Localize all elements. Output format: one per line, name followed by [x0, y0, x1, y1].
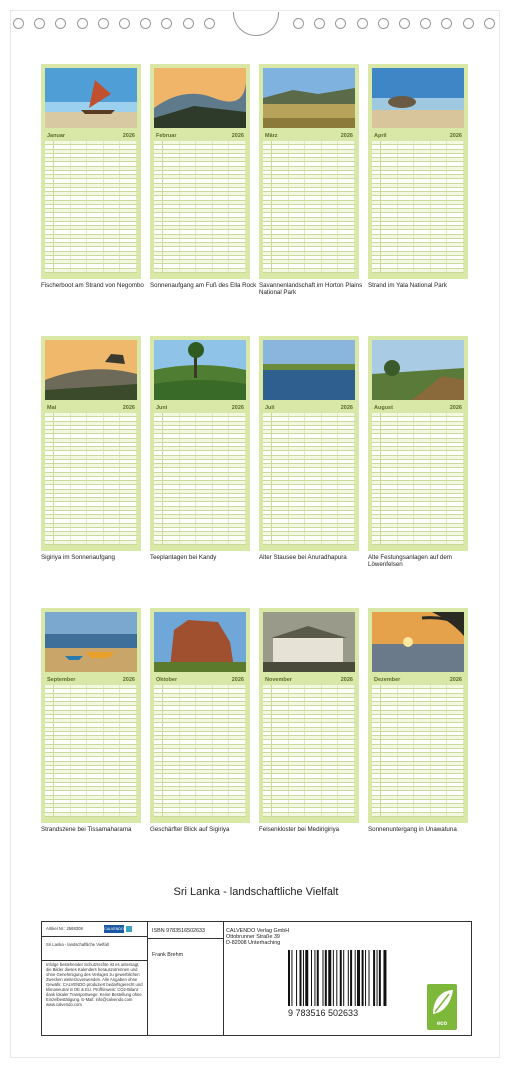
month-block: [368, 336, 468, 568]
month-photo: [45, 340, 137, 400]
month-year: 2026: [340, 132, 353, 139]
month-year: 2026: [231, 132, 244, 139]
calendar-title: Sri Lanka - landschaftliche Vielfalt: [173, 886, 339, 898]
barcode-bar: [383, 950, 386, 1006]
barcode-bar: [357, 950, 360, 1006]
photo-image: [263, 612, 355, 672]
photo-image: [372, 612, 464, 672]
photo-image: [154, 612, 246, 672]
hanging-hole: [420, 18, 431, 29]
barcode-bar: [328, 950, 331, 1006]
barcode-bar: [343, 950, 344, 1006]
hanging-hole: [77, 18, 88, 29]
planner-grid: [154, 685, 246, 817]
month-name: Februar: [156, 132, 177, 139]
info-column-left: [42, 922, 148, 1035]
month-caption: Savannenlandschaft im Horton Plains National Park: [259, 282, 363, 296]
month-block: [150, 64, 257, 289]
month-caption: Fischerboot am Strand von Negombo: [41, 282, 144, 289]
publisher-name: CALVENDO Verlag GmbH: [226, 928, 290, 934]
month-header: [372, 675, 464, 684]
planner-grid: [154, 141, 246, 273]
hanging-hole: [204, 18, 215, 29]
barcode-bar: [325, 950, 327, 1006]
month-photo: [154, 340, 246, 400]
barcode-bar: [333, 950, 334, 1006]
month-name: Januar: [47, 132, 66, 139]
month-caption: Alter Stausee bei Anuradhapura: [259, 554, 347, 561]
month-block: [259, 608, 359, 833]
hanging-hole: [34, 18, 45, 29]
info-column-middle: [148, 922, 224, 1035]
month-name: Mai: [47, 404, 57, 411]
barcode-bar: [314, 950, 315, 1006]
barcode-bar: [362, 950, 364, 1006]
barcode-bar: [377, 950, 378, 1006]
barcode-bar: [365, 950, 366, 1006]
month-header: [154, 403, 246, 412]
barcode-digits: 9 783516 502633: [288, 1008, 359, 1018]
month-card: [259, 64, 359, 279]
month-card: [41, 64, 141, 279]
month-header: [45, 403, 137, 412]
photo-image: [45, 612, 137, 672]
hanging-hole: [441, 18, 452, 29]
month-caption: Teeplantagen bei Kandy: [150, 554, 217, 561]
barcode-bar: [369, 950, 370, 1006]
planner-grid: [372, 413, 464, 545]
month-year: 2026: [449, 676, 462, 683]
month-name: Juli: [265, 404, 275, 411]
photo-image: [372, 68, 464, 128]
month-caption: Felsenkloster bei Medirigiriya: [259, 826, 340, 833]
month-caption: Sigiriya im Sonnenaufgang: [41, 554, 115, 561]
planner-row: [45, 269, 137, 273]
month-card: [150, 336, 250, 551]
month-photo: [263, 340, 355, 400]
hanging-hole: [378, 18, 389, 29]
barcode-bar: [296, 950, 297, 1006]
month-header: [372, 131, 464, 140]
month-card: [368, 336, 468, 551]
month-name: April: [374, 132, 387, 139]
photo-image: [372, 340, 464, 400]
planner-grid: [372, 685, 464, 817]
hanging-hole: [314, 18, 325, 29]
month-block: [368, 608, 468, 833]
month-photo: [263, 68, 355, 128]
month-year: 2026: [231, 676, 244, 683]
month-card: [368, 608, 468, 823]
photo-image: [45, 68, 137, 128]
planner-grid: [45, 141, 137, 273]
hanging-hole: [484, 18, 495, 29]
month-header: [45, 675, 137, 684]
planner-grid: [45, 685, 137, 817]
month-caption: Sonnenaufgang am Fuß des Ella Rock: [150, 282, 257, 289]
month-caption: Alte Festungsanlagen auf dem Löwenfelsen: [368, 554, 452, 568]
planner-grid: [372, 141, 464, 273]
month-header: [154, 131, 246, 140]
hanging-hole: [55, 18, 66, 29]
month-photo: [45, 68, 137, 128]
planner-grid: [263, 141, 355, 273]
month-year: 2026: [340, 676, 353, 683]
month-card: [41, 336, 141, 551]
planner-row: [372, 269, 464, 273]
barcode-bar: [340, 950, 342, 1006]
hanging-hole: [140, 18, 151, 29]
month-name: Oktober: [156, 676, 178, 683]
photo-image: [45, 340, 137, 400]
planner-row: [263, 269, 355, 273]
month-caption: Strand im Yala National Park: [368, 282, 447, 289]
planner-row: [372, 813, 464, 817]
month-year: 2026: [122, 676, 135, 683]
planner-row: [45, 813, 137, 817]
month-block: [259, 64, 363, 296]
month-block: [41, 336, 141, 561]
product-title: Sri Lanka - landschaftliche Vielfalt: [46, 942, 109, 947]
month-header: [263, 675, 355, 684]
month-header: [45, 131, 137, 140]
author: Frank Brehm: [152, 952, 184, 958]
hanging-hole: [463, 18, 474, 29]
month-caption: Strandszene bei Tissamaharama: [41, 826, 132, 833]
month-header: [263, 131, 355, 140]
month-photo: [263, 612, 355, 672]
month-block: [150, 336, 250, 561]
barcode-bar: [303, 950, 304, 1006]
eco-label: eco: [436, 1021, 448, 1027]
barcode-bar: [379, 950, 381, 1006]
barcode-bar: [288, 950, 290, 1006]
legal-text: Infolge bestehender Schutzrechte ist es untersagt, die Bilder dieses Kalenders herauszutrennen und ohne Genehmigung des Verlages zu gewerblichen Zwecken weiterzuverwenden. Alle Angaben ohne Gewähr. CALVENDO produziert bedarfsgerecht und klimaneutral in DE & EU. Prüfhinweis: CO2-Bilanz dank lokaler Transportwege. Keine Bestellung ohne Einzelbestätigung. E-Mail: info@calvendo.com www.calvendo.com: [46, 962, 143, 1007]
barcode-bar: [348, 950, 349, 1006]
barcode: [284, 948, 418, 1018]
photo-image: [154, 68, 246, 128]
hanging-hole: [161, 18, 172, 29]
month-caption: Sonnenuntergang in Unawatuna: [368, 826, 457, 833]
hanging-hole: [119, 18, 130, 29]
publisher-street: Ottobrunner Straße 39: [226, 934, 280, 940]
planner-row: [372, 541, 464, 545]
month-block: [150, 608, 250, 833]
month-name: Juni: [156, 404, 168, 411]
month-name: Dezember: [374, 676, 401, 683]
month-header: [263, 403, 355, 412]
hanging-hole: [357, 18, 368, 29]
barcode-bar: [300, 950, 302, 1006]
barcode-bar: [305, 950, 308, 1006]
month-block: [41, 608, 141, 833]
month-card: [368, 64, 468, 279]
photo-image: [154, 340, 246, 400]
barcode-bar: [373, 950, 375, 1006]
month-photo: [372, 612, 464, 672]
leaf-icon: [427, 984, 457, 1020]
barcode-bar: [336, 950, 337, 1006]
month-name: September: [47, 676, 76, 683]
month-photo: [154, 612, 246, 672]
planner-row: [154, 541, 246, 545]
month-block: [41, 64, 144, 289]
barcode-bar: [311, 950, 312, 1006]
month-name: November: [265, 676, 292, 683]
planner-grid: [263, 413, 355, 545]
barcode-bar: [355, 950, 356, 1006]
month-block: [368, 64, 468, 289]
month-year: 2026: [449, 132, 462, 139]
photo-image: [263, 68, 355, 128]
planner-row: [45, 541, 137, 545]
month-year: 2026: [122, 132, 135, 139]
month-name: August: [374, 404, 393, 411]
planner-row: [263, 813, 355, 817]
barcode-bar: [323, 950, 324, 1006]
month-card: [259, 608, 359, 823]
planner-grid: [45, 413, 137, 545]
month-header: [372, 403, 464, 412]
month-photo: [154, 68, 246, 128]
isbn: ISBN 9783516502633: [152, 928, 206, 934]
month-year: 2026: [449, 404, 462, 411]
month-name: März: [265, 132, 278, 139]
month-card: [150, 608, 250, 823]
planner-row: [154, 269, 246, 273]
month-caption: Geschärfter Blick auf Sigiriya: [150, 826, 230, 833]
month-year: 2026: [340, 404, 353, 411]
month-card: [41, 608, 141, 823]
article-number: Artikel Nr.: 2568308: [46, 926, 83, 931]
barcode-bar: [317, 950, 319, 1006]
planner-row: [154, 813, 246, 817]
month-photo: [45, 612, 137, 672]
eco-badge: [427, 984, 457, 1030]
hanging-hole: [98, 18, 109, 29]
planner-grid: [263, 685, 355, 817]
hanging-hole: [293, 18, 304, 29]
hanging-hole: [399, 18, 410, 29]
photo-image: [263, 340, 355, 400]
hanging-hole: [183, 18, 194, 29]
month-card: [259, 336, 359, 551]
month-year: 2026: [122, 404, 135, 411]
hanging-hole: [13, 18, 24, 29]
calvendo-logo: CALVENDO: [104, 927, 124, 931]
logo-mark-icon: [126, 926, 132, 932]
barcode-bar: [350, 950, 352, 1006]
publisher-city: D-82008 Unterhaching: [226, 940, 281, 946]
barcode-bar: [291, 950, 292, 1006]
month-card: [150, 64, 250, 279]
planner-row: [263, 541, 355, 545]
month-year: 2026: [231, 404, 244, 411]
month-header: [154, 675, 246, 684]
planner-grid: [154, 413, 246, 545]
month-photo: [372, 68, 464, 128]
month-photo: [372, 340, 464, 400]
month-block: [259, 336, 359, 561]
hanging-hole: [335, 18, 346, 29]
